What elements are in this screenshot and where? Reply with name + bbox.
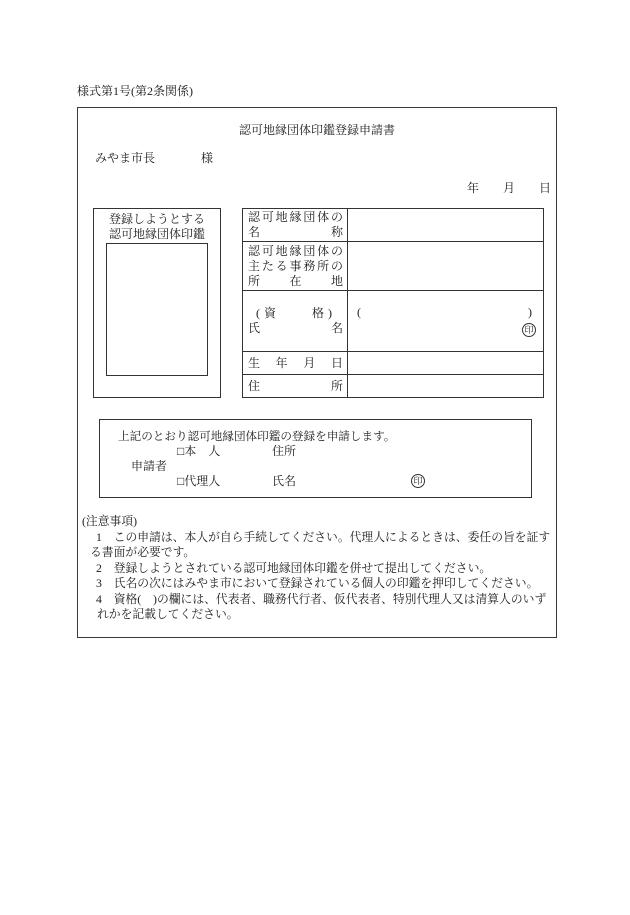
address-field — [348, 375, 543, 397]
name-label: 氏 名 — [248, 321, 343, 335]
note-item-4: 4 資格( )の欄には、代表者、職務代行者、仮代表者、特別代理人又は清算人のいず — [96, 591, 547, 606]
label-line: 所 在 地 — [248, 273, 343, 288]
label-line: 認可地縁団体の — [248, 243, 343, 258]
birth-date-field — [348, 352, 543, 374]
form-number: 様式第1号(第2条関係) — [77, 84, 193, 98]
seal-mark-icon: 印 — [522, 323, 536, 337]
option-self — [177, 444, 220, 459]
table-row-representative — [243, 291, 543, 352]
qualification-open-paren: ( — [357, 305, 361, 319]
group-name-field — [348, 209, 543, 241]
group-name-label — [243, 209, 348, 241]
qualification-label: (資 格) — [256, 306, 332, 320]
label-line: 名 称 — [248, 225, 343, 239]
option-agent-label: 代理人 — [184, 474, 221, 488]
table-row-birth-date — [243, 352, 543, 375]
seal-registration-box — [93, 208, 221, 398]
checkbox-icon: □ — [177, 444, 185, 458]
applicant-address-label: 住所 — [272, 444, 297, 458]
seal-mark-icon: 印 — [411, 474, 425, 488]
checkbox-icon: □ — [177, 474, 185, 488]
form-title: 認可地縁団体印鑑登録申請書 — [238, 123, 395, 137]
application-form-frame — [77, 107, 557, 638]
declaration-statement: 上記のとおり認可地縁団体印鑑の登録を申請します。 — [118, 430, 396, 443]
table-row-office-address — [243, 242, 543, 291]
note-item-4-continued: れかを記載してください。 — [97, 607, 239, 621]
note-item-3: 3 氏名の次にはみやま市において登録されている個人の印鑑を押印してください。 — [96, 576, 539, 590]
table-row-address — [243, 375, 543, 397]
representative-label — [243, 291, 348, 351]
representative-field — [348, 291, 543, 351]
notes-heading: (注意事項) — [82, 514, 138, 528]
seal-box-caption-line-1: 登録しようとする — [108, 212, 205, 226]
applicant-info-table — [242, 208, 544, 398]
declaration-box — [99, 419, 532, 498]
notes-section — [78, 514, 556, 623]
addressee-honorific: 様 — [201, 151, 214, 165]
option-agent — [177, 474, 220, 489]
note-item-2: 2 登録しようとされている認可地縁団体印鑑を併せて提出してください。 — [96, 560, 492, 575]
applicant-name-label: 氏名 — [272, 474, 297, 488]
applicant-label: 申請者 — [131, 459, 168, 473]
office-address-label — [243, 242, 348, 290]
label-line: 住 所 — [248, 378, 343, 393]
birth-date-label — [243, 352, 348, 374]
office-address-field — [348, 242, 543, 290]
label-line: 生 年 月 日 — [248, 355, 343, 370]
seal-box-caption-line-2: 認可地縁団体印鑑 — [108, 227, 205, 241]
label-line: 認可地縁団体の — [248, 210, 343, 224]
application-date: 年 月 日 — [466, 181, 551, 195]
table-row-group-name — [243, 209, 543, 242]
seal-impression-area — [106, 243, 208, 376]
addressee-name: みやま市長 — [95, 151, 156, 165]
qualification-close-paren: ) — [528, 305, 532, 319]
note-item-1-continued: る書面が必要です。 — [90, 545, 196, 559]
option-self-label: 本 人 — [184, 444, 221, 458]
label-line: 主たる事務所の — [248, 258, 343, 273]
address-label — [243, 375, 348, 397]
note-item-1: 1 この申請は、本人が自ら手続してください。代理人によるときは、委任の旨を証す — [96, 529, 551, 544]
